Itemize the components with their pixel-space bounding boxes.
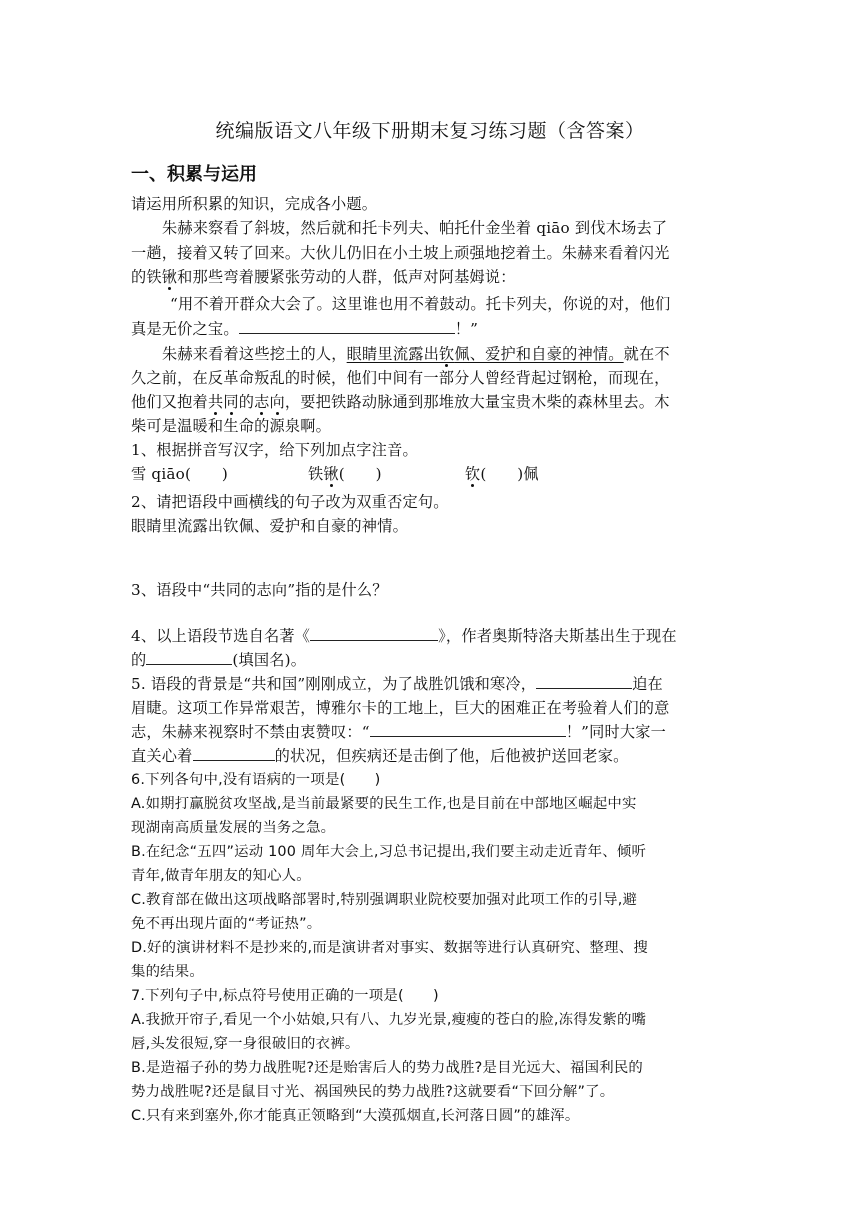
pinyin-item xyxy=(308,462,382,486)
option-d-cont: 集的结果。 xyxy=(131,964,204,980)
question-5 xyxy=(131,672,731,696)
text-span: 铁 xyxy=(308,465,324,483)
passage-line: “用不着开群众大会了。这里谁也用不着鼓动。托卡列夫，你说的对，他们 xyxy=(170,295,671,313)
option-a-cont: 现湖南高质量发展的当务之急。 xyxy=(131,820,336,836)
text-span: 直关心着 xyxy=(131,747,193,765)
text-span: 佩、爱护和自豪的神情。 xyxy=(454,345,624,363)
dotted-char: 锹 xyxy=(161,268,178,286)
option-a-cont: 唇,头发很短,穿一身很破旧的衣裤。 xyxy=(131,1036,360,1052)
text-span: 的 xyxy=(131,651,147,669)
passage-line xyxy=(131,317,731,341)
dotted-char: 钦 xyxy=(465,465,481,483)
passage-line: 柴可是温暖和生命的源泉啊。 xyxy=(131,417,332,435)
passage-line: 久之前，在反革命叛乱的时候，他们中间有一部分人曾经背起过钢枪，而现在， xyxy=(131,369,670,387)
option-b-cont: 势力战胜呢?还是鼠目寸光、祸国殃民的势力战胜?这就要看“下回分解”了。 xyxy=(131,1084,615,1100)
section-heading: 一、积累与运用 xyxy=(131,164,257,185)
text-span: (填国名)。 xyxy=(232,651,307,669)
text-span: 的状况，但疾病还是击倒了他，后他被护送回老家。 xyxy=(274,747,629,765)
option-b: B.在纪念“五四”运动 100 周年大会上,习总书记提出,我们要主动走近青年、倾听 xyxy=(131,844,647,860)
text-span: ！” xyxy=(454,320,479,338)
question-3: 3、语段中“共同的志向”指的是什么？ xyxy=(131,581,388,599)
text-span: ，要把铁路动脉通到那堆放大量宝贵木柴的森林里去。木 xyxy=(284,393,670,411)
passage-line xyxy=(131,265,731,289)
passage-line xyxy=(131,390,731,414)
option-a: A.如期打赢脱贫攻坚战,是当前最紧要的民生工作,也是目前在中部地区崛起中实 xyxy=(131,796,637,812)
text-span: 真是无价之宝。 xyxy=(131,320,239,338)
text-span: 朱赫来看着这些挖土的人， xyxy=(162,345,347,363)
passage-line: 朱赫来察看了斜坡，然后就和托卡列夫、帕托什金坐着 qiāo 到伐木场去了 xyxy=(162,219,668,237)
text-span: 4、以上语段节选自名著《 xyxy=(131,627,311,645)
question-7: 7.下列句子中,标点符号使用正确的一项是( ) xyxy=(131,988,439,1004)
text-span: 的 xyxy=(238,393,255,411)
question-5-cont: 眉睫。这项工作异常艰苦，博雅尔卡的工地上，巨大的困难正在考验着人们的意 xyxy=(131,699,670,717)
passage-line xyxy=(162,342,762,366)
question-2-sentence: 眼睛里流露出钦佩、爱护和自豪的神情。 xyxy=(131,517,408,535)
page-title: 统编版语文八年级下册期末复习练习题（含答案） xyxy=(215,120,645,142)
text-span: 迫在 xyxy=(632,675,663,693)
text-span: ( )佩 xyxy=(480,465,539,483)
dotted-char: 锹 xyxy=(323,465,339,483)
question-2: 2、请把语段中画横线的句子改为双重否定句。 xyxy=(131,493,449,511)
underlined-sentence xyxy=(347,345,624,363)
text-span: 5. 语段的背景是“共和国”刚刚成立，为了战胜饥饿和寒冷， xyxy=(131,675,537,693)
dotted-char: 共 xyxy=(207,393,224,411)
answer-blank[interactable] xyxy=(193,744,275,761)
text-span: 志，朱赫来视察时不禁由衷赞叹：“ xyxy=(131,723,370,741)
text-span: 和那些弯着腰紧张劳动的人群，低声对阿基姆说： xyxy=(177,268,516,286)
pinyin-item xyxy=(465,462,539,486)
text-span: 的铁 xyxy=(131,268,162,286)
text-span: 就在不 xyxy=(623,345,670,363)
text-span: 他们又抱着 xyxy=(131,393,208,411)
answer-blank[interactable] xyxy=(536,672,632,689)
passage-line: 一趟，接着又转了回来。大伙儿仍旧在小土坡上顽强地挖着土。朱赫来看着闪光 xyxy=(131,244,670,262)
option-a: A.我掀开帘子,看见一个小姑娘,只有八、九岁光景,瘦瘦的苍白的脸,冻得发紫的嘴 xyxy=(131,1012,647,1028)
answer-blank[interactable] xyxy=(146,648,232,665)
dotted-char: 向 xyxy=(269,393,285,411)
question-5-cont xyxy=(131,744,731,768)
dotted-char: 同 xyxy=(223,393,239,411)
text-span: ！”同时大家一 xyxy=(565,723,667,741)
answer-blank[interactable] xyxy=(310,624,438,641)
pinyin-item: 雪 qiāo( ) xyxy=(131,465,229,483)
text-span: ( ) xyxy=(338,465,382,483)
option-b-cont: 青年,做青年朋友的知心人。 xyxy=(131,868,311,884)
text-span: 》，作者奥斯特洛夫斯基出生于现在 xyxy=(438,627,677,645)
answer-blank[interactable] xyxy=(370,720,566,737)
text-span: 眼睛里流露出 xyxy=(346,345,439,363)
question-5-cont xyxy=(131,720,731,744)
instruction-text: 请运用所积累的知识，完成各小题。 xyxy=(131,195,378,213)
question-4 xyxy=(131,624,731,648)
question-4-cont xyxy=(131,648,731,672)
dotted-char: 志 xyxy=(254,393,270,411)
dotted-char: 钦 xyxy=(438,345,455,363)
option-c: C.只有来到塞外,你才能真正领略到“大漠孤烟直,长河落日圆”的雄浑。 xyxy=(131,1108,580,1124)
question-6: 6.下列各句中,没有语病的一项是( ) xyxy=(131,772,381,788)
answer-blank[interactable] xyxy=(239,317,455,334)
option-b: B.是造福子孙的势力战胜呢?还是贻害后人的势力战胜?是目光远大、福国利民的 xyxy=(131,1060,644,1076)
option-d: D.好的演讲材料不是抄来的,而是演讲者对事实、数据等进行认真研究、整理、搜 xyxy=(131,940,648,956)
option-c-cont: 免不再出现片面的“考证热”。 xyxy=(131,916,322,932)
question-1: 1、根据拼音写汉字，给下列加点字注音。 xyxy=(131,441,418,459)
option-c: C.教育部在做出这项战略部署时,特别强调职业院校要加强对此项工作的引导,避 xyxy=(131,892,638,908)
